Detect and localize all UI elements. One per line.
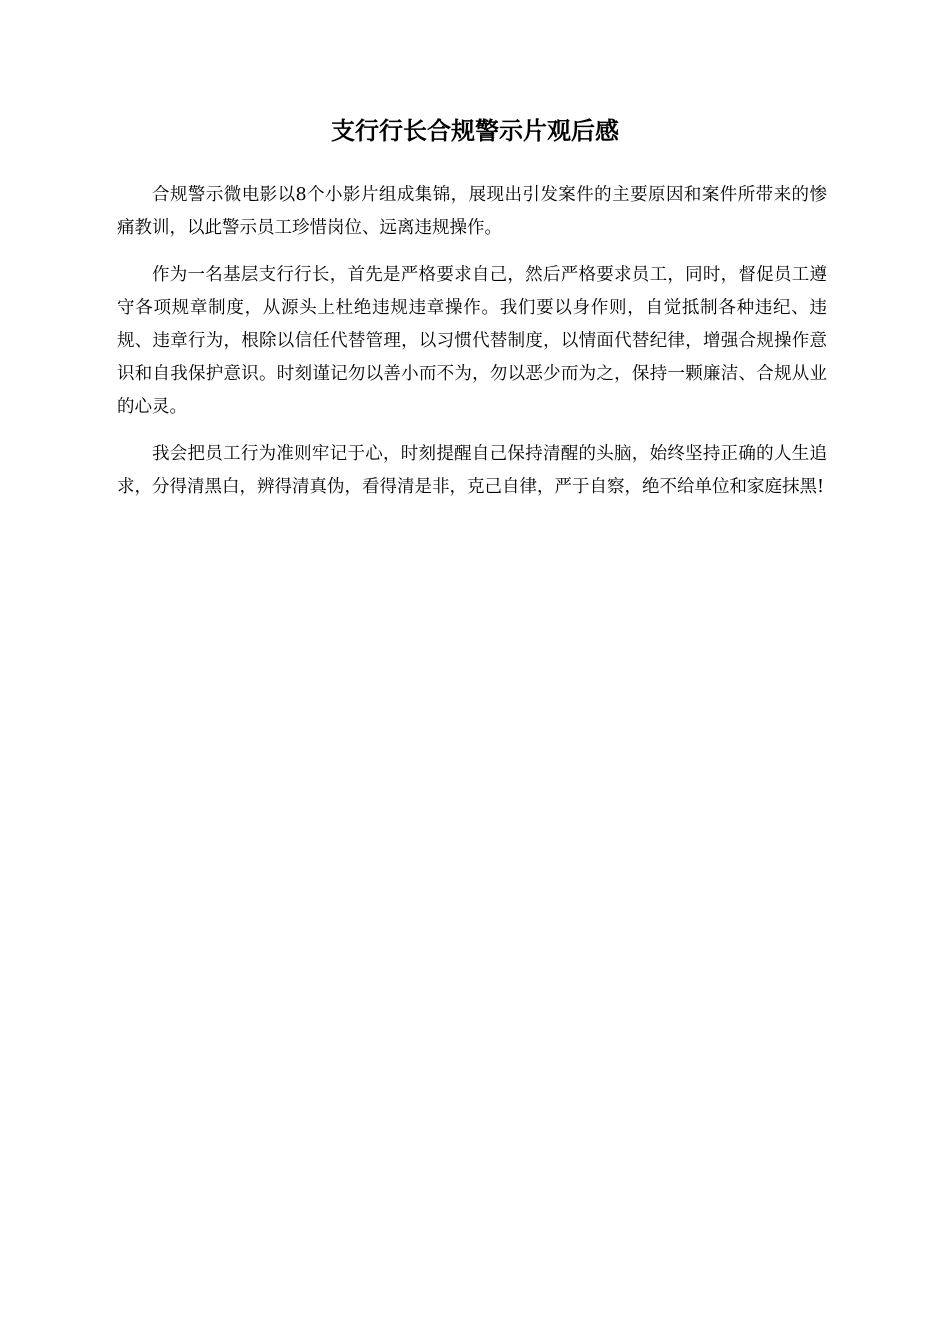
document-body	[117, 179, 827, 518]
paragraph-1: 合规警示微电影以8个小影片组成集锦，展现出引发案件的主要原因和案件所带来的惨痛教训，以此警示员工珍惜岗位、远离违规操作。	[117, 185, 827, 238]
paragraph-3: 我会把员工行为准则牢记于心，时刻提醒自己保持清醒的头脑，始终坚持正确的人生追求，分得清黑白，辨得清真伪，看得清是非，克己自律，严于自察，绝不给单位和家庭抹黑!	[117, 444, 827, 497]
document-title: 支行行长合规警示片观后感	[331, 117, 619, 145]
paragraph-2: 作为一名基层支行行长，首先是严格要求自己，然后严格要求员工，同时，督促员工遵守各项规章制度，从源头上杜绝违规违章操作。我们要以身作则，自觉抵制各种违纪、违规、违章行为，根除以信任代替管理，以习惯代替制度，以情面代替纪律，增强合规操作意识和自我保护意识。时刻谨记勿以善小而不为，勿以恶少而为之，保持一颗廉洁、合规从业的心灵。	[117, 265, 827, 417]
